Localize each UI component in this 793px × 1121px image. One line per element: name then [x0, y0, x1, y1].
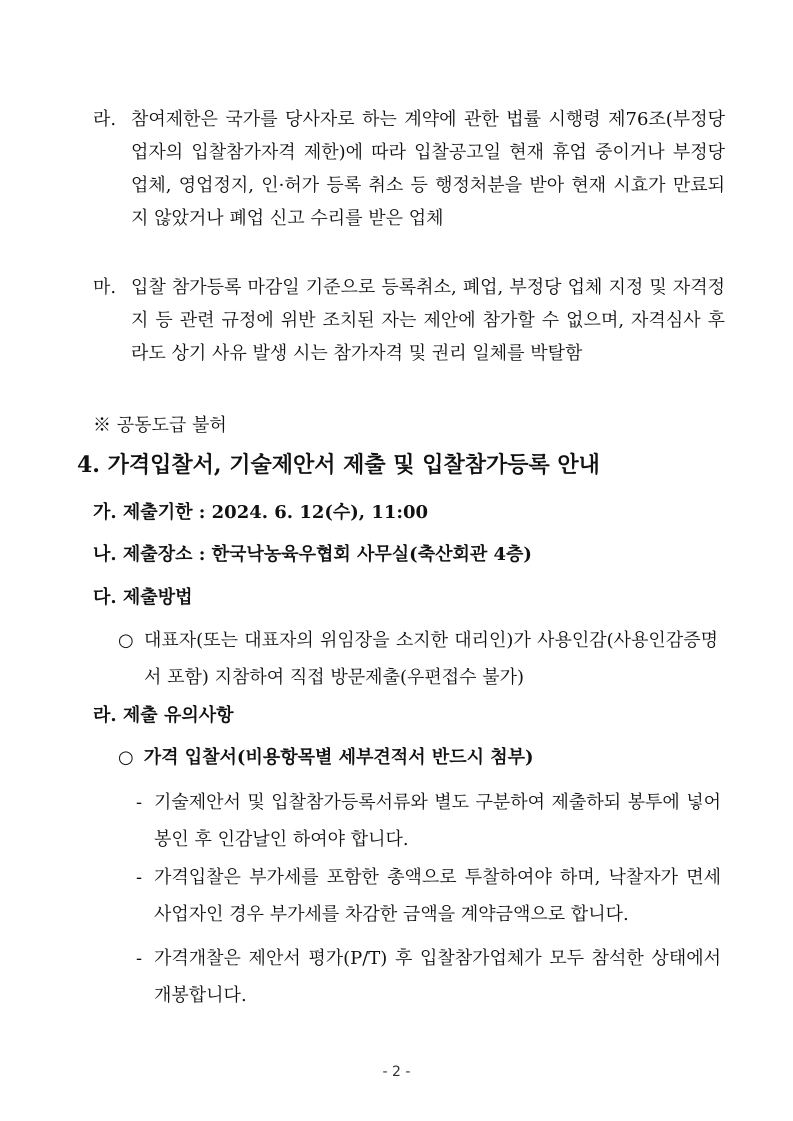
price-bid-heading-text: 가격 입찰서(비용항목별 세부견적서 반드시 첨부) — [143, 747, 534, 768]
item-label: 마. — [93, 277, 117, 298]
circle-bullet-icon: ○ — [118, 630, 134, 651]
submission-deadline: 가. 제출기한 : 2024. 6. 12(수), 11:00 — [93, 502, 429, 523]
dash-bullet-icon: - — [136, 867, 143, 888]
list-item — [136, 859, 721, 933]
dash-bullet-icon: - — [136, 948, 143, 969]
section-title: 4. 가격입찰서, 기술제안서 제출 및 입찰참가등록 안내 — [77, 452, 600, 478]
submission-place: 나. 제출장소 : 한국낙농육우협회 사무실(축산회관 4층) — [93, 544, 532, 565]
list-item-ma — [93, 271, 725, 370]
joint-contract-note: ※ 공동도급 불허 — [93, 415, 227, 436]
circle-bullet-icon: ○ — [118, 747, 134, 768]
submission-method-heading: 다. 제출방법 — [93, 587, 193, 608]
list-item-ra — [93, 103, 725, 235]
dash-bullet-icon: - — [136, 792, 143, 813]
list-item-text: 가격입찰은 부가세를 포함한 총액으로 투찰하여야 하며, 낙찰자가 면세사업자인 경우 부가세를 차감한 금액을 계약금액으로 합니다. — [154, 867, 721, 925]
item-text: 참여제한은 국가를 당사자로 하는 계약에 관한 법률 시행령 제76조(부정당업자의 입찰참가자격 제한)에 따라 입찰공고일 현재 휴업 중이거나 부정당 업체, 영업정지, 인·허가 등록 취소 등 행정처분을 받아 현재 시효가 만료되지 않았거나 폐업 신고 수리를 받은 업체 — [131, 109, 725, 229]
submission-method-item — [118, 622, 718, 696]
item-label: 라. — [93, 109, 117, 130]
item-text: 입찰 참가등록 마감일 기준으로 등록취소, 폐업, 부정당 업체 지정 및 자격정지 등 관련 규정에 위반 조치된 자는 제안에 참가할 수 없으며, 자격심사 후라도 상기 사유 발생 시는 참가자격 및 권리 일체를 박탈함 — [131, 277, 725, 364]
list-item-text: 가격개찰은 제안서 평가(P/T) 후 입찰참가업체가 모두 참석한 상태에서 개봉합니다. — [154, 948, 721, 1006]
price-bid-heading — [118, 743, 718, 773]
submission-notes-heading: 라. 제출 유의사항 — [93, 705, 234, 726]
page-number: - 2 - — [382, 1064, 411, 1080]
list-item-text: 기술제안서 및 입찰참가등록서류와 별도 구분하여 제출하되 봉투에 넣어 봉인 후 인감날인 하여야 합니다. — [154, 792, 721, 850]
list-item — [136, 784, 721, 858]
list-item — [136, 940, 721, 1014]
submission-method-text: 대표자(또는 대표자의 위임장을 소지한 대리인)가 사용인감(사용인감증명서 포함) 지참하여 직접 방문제출(우편접수 불가) — [144, 630, 718, 688]
